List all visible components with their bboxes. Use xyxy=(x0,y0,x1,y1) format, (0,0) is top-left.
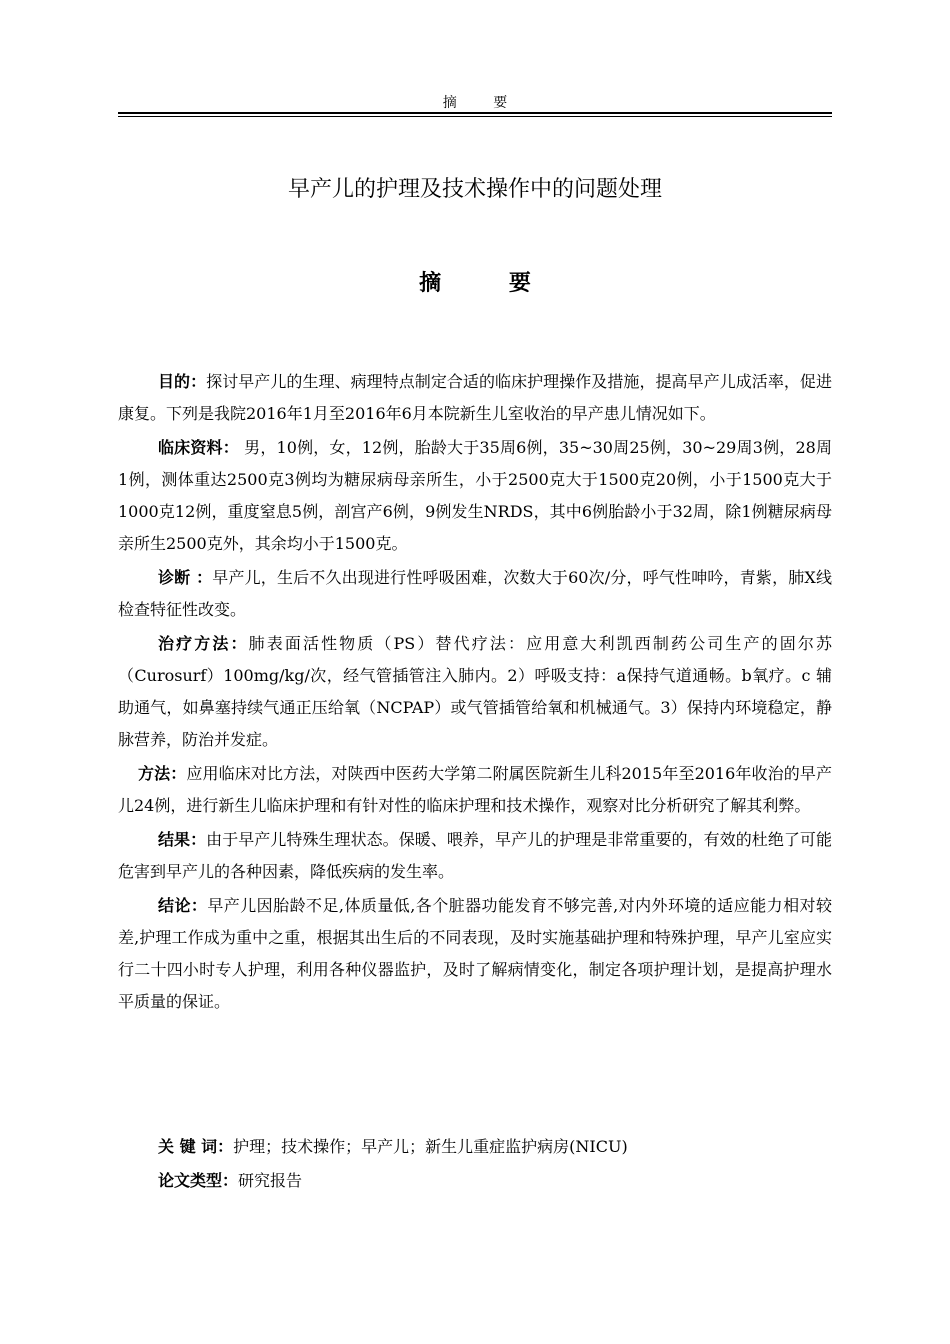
paper-type-label: 论文类型： xyxy=(158,1171,239,1190)
header-rule-thin xyxy=(118,116,832,117)
header-rule-thick xyxy=(118,112,832,114)
keywords-text: 护理；技术操作；早产儿；新生儿重症监护病房(NICU) xyxy=(233,1137,628,1156)
section-text: 早产儿因胎龄不足,体质量低,各个脏器功能发育不够完善,对内外环境的适应能力相对较差,护理工作成为重中之重，根据其出生后的不同表现，及时实施基础护理和特殊护理，早产儿室应实行二十四小时专人护理，利用各种仪器监护，及时了解病情变化，制定各项护理计划，是提高护理水平质量的保证。 xyxy=(118,896,832,1011)
section-text: 应用临床对比方法，对陕西中医药大学第二附属医院新生儿科2015年至2016年收治的早产儿24例，进行新生儿临床护理和有针对性的临床护理和技术操作，观察对比分析研究了解其利弊。 xyxy=(118,764,832,815)
section-label: 结论： xyxy=(158,896,208,915)
section-label: 诊断 ： xyxy=(158,568,213,587)
section-label: 临床资料： xyxy=(158,438,239,457)
section-label: 方法： xyxy=(138,764,187,783)
section-treatment xyxy=(118,628,832,756)
abstract-body xyxy=(118,366,832,1020)
section-label: 目的： xyxy=(158,372,207,391)
section-method xyxy=(118,758,832,822)
section-results xyxy=(118,824,832,888)
section-label: 结果： xyxy=(158,830,207,849)
running-header: 摘 要 xyxy=(442,95,524,111)
section-purpose xyxy=(118,366,832,430)
paper-type-text: 研究报告 xyxy=(238,1171,303,1190)
section-label: 治疗方法： xyxy=(158,634,249,653)
section-text: 肺表面活性物质（PS）替代疗法：应用意大利凯西制药公司生产的固尔苏（Curosurf）100mg/kg/次，经气管插管注入肺内。2）呼吸支持：a保持气道通畅。b氧疗。c 辅助通气，如鼻塞持续气通正压给氧（NCPAP）或气管插管给氧和机械通气。3）保持内环境稳定，静脉营养，防治并发症。 xyxy=(118,634,832,749)
section-text: 探讨早产儿的生理、病理特点制定合适的临床护理操作及措施，提高早产儿成活率，促进康复。下列是我院2016年1月至2016年6月本院新生儿室收治的早产患儿情况如下。 xyxy=(118,372,832,423)
section-text: 男，10例，女，12例，胎龄大于35周6例，35~30周25例，30~29周3例，28周1例，测体重达2500克3例均为糖尿病母亲所生，小于2500克大于1500克20例，小于1500克大于1000克12例，重度窒息5例，剖宫产6例，9例发生NRDS，其中6例胎龄小于32周，除1例糖尿病母亲所生2500克外，其余均小于1500克。 xyxy=(118,438,832,553)
paper-type-line xyxy=(158,1164,832,1198)
section-text: 由于早产儿特殊生理状态。保暖、喂养，早产儿的护理是非常重要的，有效的杜绝了可能危害到早产儿的各种因素，降低疾病的发生率。 xyxy=(118,830,832,881)
section-conclusion xyxy=(118,890,832,1018)
section-text: 早产儿，生后不久出现进行性呼吸困难，次数大于60次/分，呼气性呻吟，青紫，肺X线检查特征性改变。 xyxy=(118,568,832,619)
abstract-heading: 摘 要 xyxy=(419,270,561,296)
keywords-block xyxy=(158,1130,832,1198)
section-diagnosis xyxy=(118,562,832,626)
keywords-label: 关 键 词： xyxy=(158,1137,234,1156)
keywords-line xyxy=(158,1130,832,1164)
section-clinical-data xyxy=(118,432,832,560)
paper-title: 早产儿的护理及技术操作中的问题处理 xyxy=(287,177,662,202)
